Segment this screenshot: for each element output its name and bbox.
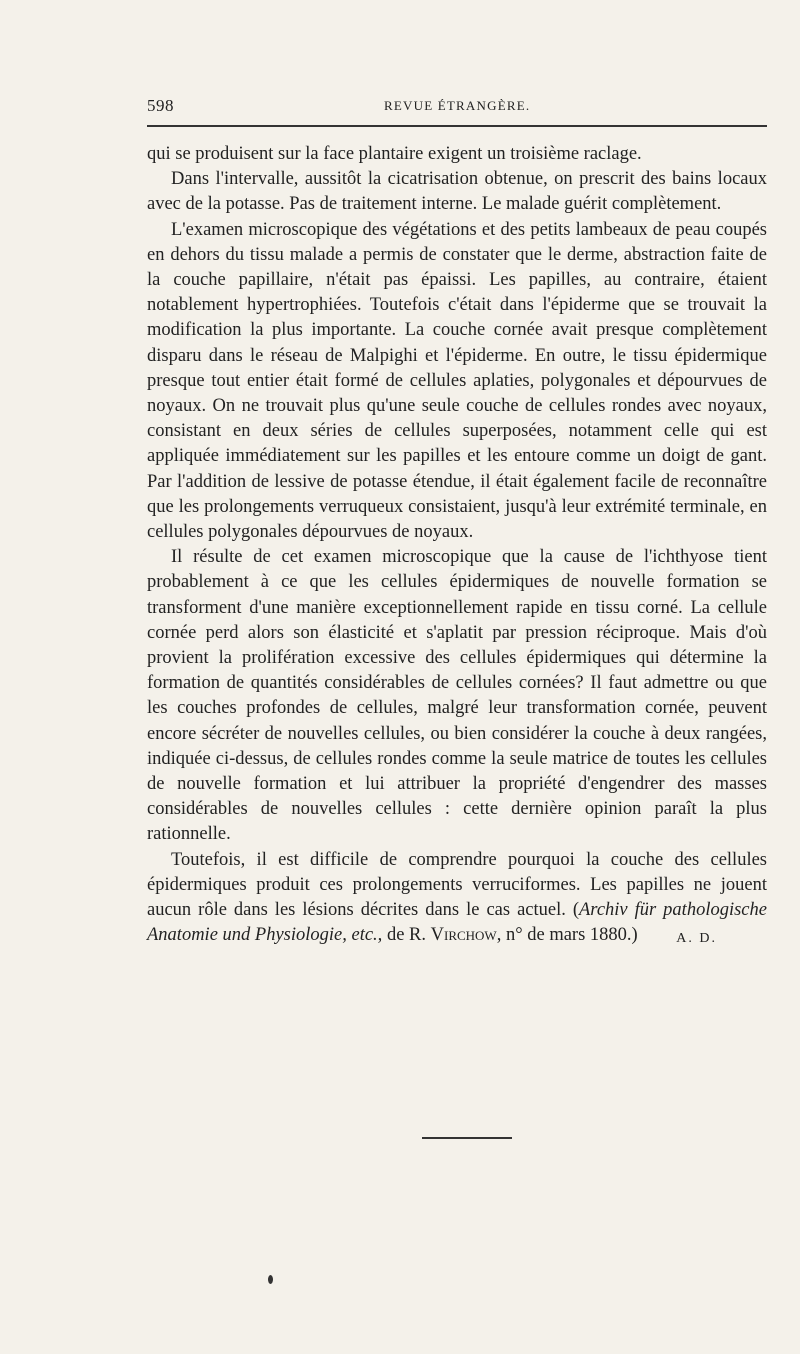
- paragraph-5: [147, 848, 767, 949]
- paragraph-1: qui se produisent sur la face plantaire exigent un troisième raclage.: [147, 144, 642, 164]
- header-rule: [147, 125, 767, 127]
- paragraph-3: L'examen microscopique des végétations et des petits lambeaux de peau coupés en dehors du tissu malade a permis de constater que le derme, abstraction faite de la couche papillaire, n'était pas épaissi. Les papilles, au contraire, étaient notablement hypertrophiées. Toutefois c'était dans l'épiderme que se trouvait la modification la plus importante. La couche cornée avait presque complètement disparu dans le réseau de Malpighi et l'épiderme. En outre, le tissu épidermique presque tout entier était formé de cellules aplaties, polygonales et dépourvues de noyaux. On ne trouvait plus qu'une seule couche de cellules rondes avec noyaux, consistant en deux séries de cellules superposées, notamment celle qui est appliquée immédiatement sur les papilles et les entoure comme un doigt de gant. Par l'addition de lessive de potasse étendue, il était également facile de reconnaître que les prolongements verruqueux consistaient, jusqu'à leur extrémité terminale, en cellules polygonales dépourvues de noyaux.: [147, 219, 767, 543]
- citation-journal: Archiv für pathologische Anatomie und Physiologie, etc.,: [147, 900, 767, 946]
- running-title: REVUE ÉTRANGÈRE.: [384, 98, 531, 113]
- ink-mark: [268, 1275, 273, 1284]
- page-header: [147, 96, 767, 118]
- paragraph-4: Il résulte de cet examen microscopique que la cause de l'ichthyose tient probablement à ce que les cellules épidermiques de nouvelle formation se transforment d'une manière exceptionnellement rapide en tissu corné. La cellule cornée perd alors son élasticité et s'aplatit par pression réciproque. Mais d'où provient la prolifération excessive des cellules épidermiques qui détermine la formation de quantités considérables de cellules cornées? Il faut admettre ou que les couches profondes de cellules, malgré leur transformation cornée, peuvent encore sécréter de nouvelles cellules, ou bien considérer la couche à deux rangées, indiquée ci-dessus, de cellules rondes comme la seule matrice de toutes les cellules de nouvelle formation et lui attribuer la propriété d'engendrer des masses considérables de nouvelles cellules : cette dernière opinion paraît la plus rationnelle.: [147, 547, 767, 845]
- author-signature: A. D.: [676, 931, 717, 947]
- paragraph-2: Dans l'intervalle, aussitôt la cicatrisation obtenue, on prescrit des bains locaux avec de la potasse. Pas de traitement interne. Le malade guérit complètement.: [147, 169, 767, 215]
- paragraph-5-text: Toutefois, il est difficile de comprendre pourquoi la couche des cellules épidermiques produit ces prolongements verruciformes. Les papilles ne jouent aucun rôle dans les lésions décrites dans le cas actuel. (: [147, 849, 767, 921]
- article-body: [147, 142, 767, 952]
- citation-date: , n° de mars 1880.): [496, 925, 638, 946]
- citation-author: Virchow: [430, 925, 497, 946]
- end-rule: [422, 1137, 512, 1139]
- page-number: 598: [147, 96, 174, 115]
- citation-connector: de R.: [382, 925, 431, 946]
